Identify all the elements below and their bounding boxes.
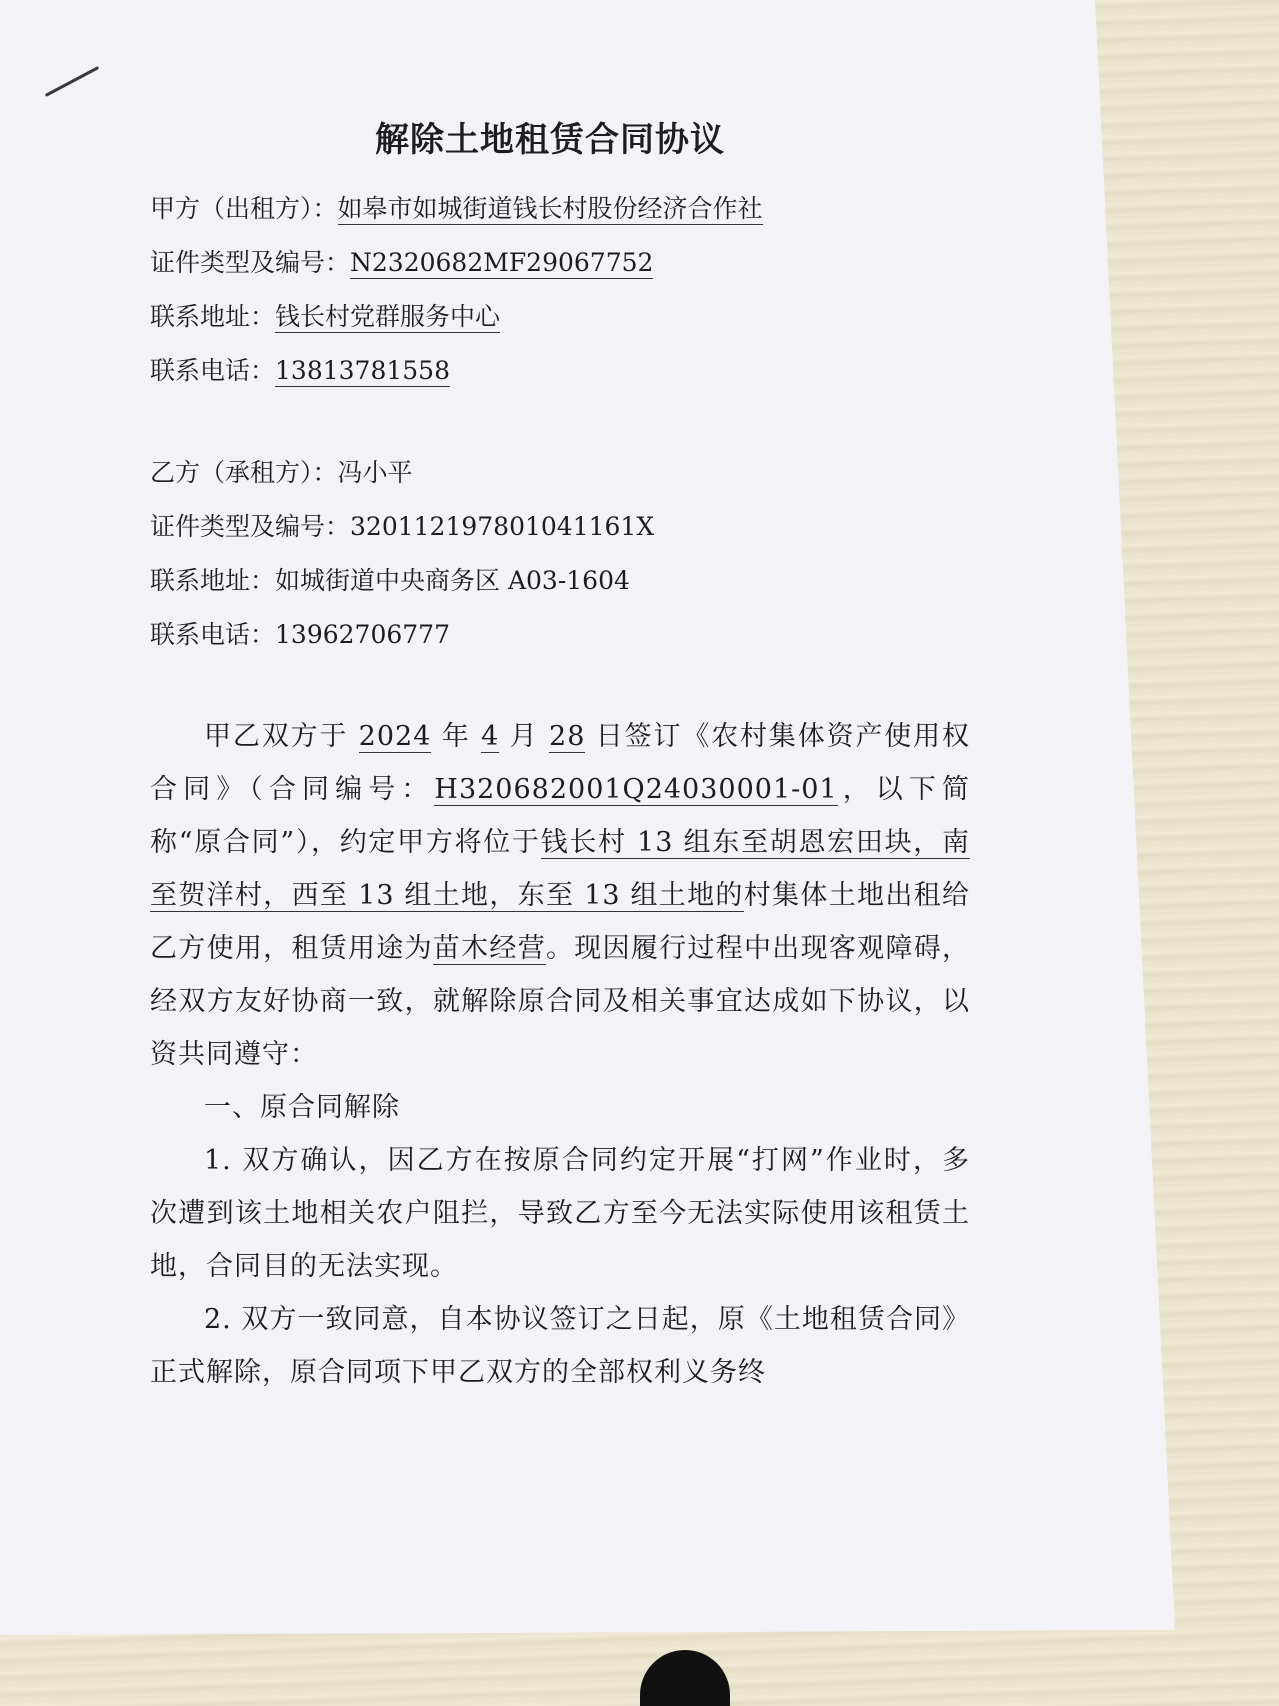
document-title: 解除土地租赁合同协议	[375, 120, 725, 160]
party-a-id: N2320682MF29067752	[350, 248, 654, 277]
party-a-label: 甲方（出租方）：	[150, 194, 338, 223]
party-a-address-row	[150, 290, 970, 344]
intro-paragraph: 甲乙双方于 2024 年 4 月 28 日签订《农村集体资产使用权合同》（合同编号：H320682001Q24030001-01，以下简称“原合同”），约定甲方将位于钱长村 13 组东至胡恩宏田块，南至贺洋村，西至 13 组土地，东至 13 组土地的村集体土地出租给乙方使用，租赁用途为苗木经营。现因履行过程中出现客观障碍，经双方友好协商一致，就解除原合同及相关事宜达成如下协议，以资共同遵守：	[150, 721, 971, 1070]
party-b-address-label: 联系地址：	[150, 566, 276, 595]
sign-month: 4	[481, 721, 500, 752]
party-b-id-row	[150, 500, 970, 554]
lease-purpose: 苗木经营	[432, 933, 547, 964]
party-a-name-row	[150, 182, 970, 236]
party-b-id-label: 证件类型及编号：	[150, 512, 351, 541]
party-a-address-label: 联系地址：	[150, 302, 276, 331]
party-b-phone-label: 联系电话：	[150, 620, 276, 649]
sign-day: 28	[549, 721, 586, 752]
party-b-name: 冯小平	[337, 458, 413, 487]
party-b-label: 乙方（承租方）：	[150, 458, 338, 487]
party-a-address: 钱长村党群服务中心	[275, 302, 501, 331]
party-b-address: 如城街道中央商务区 A03-1604	[275, 566, 630, 595]
contract-number: H320682001Q24030001-01	[434, 774, 838, 805]
sign-year: 2024	[358, 721, 432, 752]
party-b-id: 320112197801041161X	[350, 512, 655, 541]
party-a-phone-row	[150, 344, 970, 398]
party-b-phone-row	[150, 608, 970, 662]
clause-2: 2. 双方一致同意，自本协议签订之日起，原《土地租赁合同》正式解除，原合同项下甲乙双方的全部权利义务终	[150, 1304, 970, 1388]
clause-1: 1. 双方确认，因乙方在按原合同约定开展“打网”作业时，多次遭到该土地相关农户阻拦，导致乙方至今无法实际使用该租赁土地，合同目的无法实现。	[150, 1145, 970, 1282]
party-b-name-row	[150, 446, 970, 500]
party-b-address-row	[150, 554, 970, 608]
finger-shadow	[640, 1650, 730, 1706]
party-a-phone-label: 联系电话：	[150, 356, 276, 385]
land-location: 钱长村 13 组东至胡恩宏田块，南至贺洋村，西至 13 组土地，东至 13 组土地的	[150, 827, 970, 911]
party-a-id-label: 证件类型及编号：	[150, 248, 351, 277]
party-a-phone: 13813781558	[275, 356, 450, 385]
party-b-phone: 13962706777	[275, 620, 450, 649]
party-a-name: 如皋市如城街道钱长村股份经济合作社	[337, 194, 763, 223]
document-body	[150, 110, 970, 1399]
party-a-id-row	[150, 236, 970, 290]
section-1-title: 一、原合同解除	[204, 1092, 400, 1123]
